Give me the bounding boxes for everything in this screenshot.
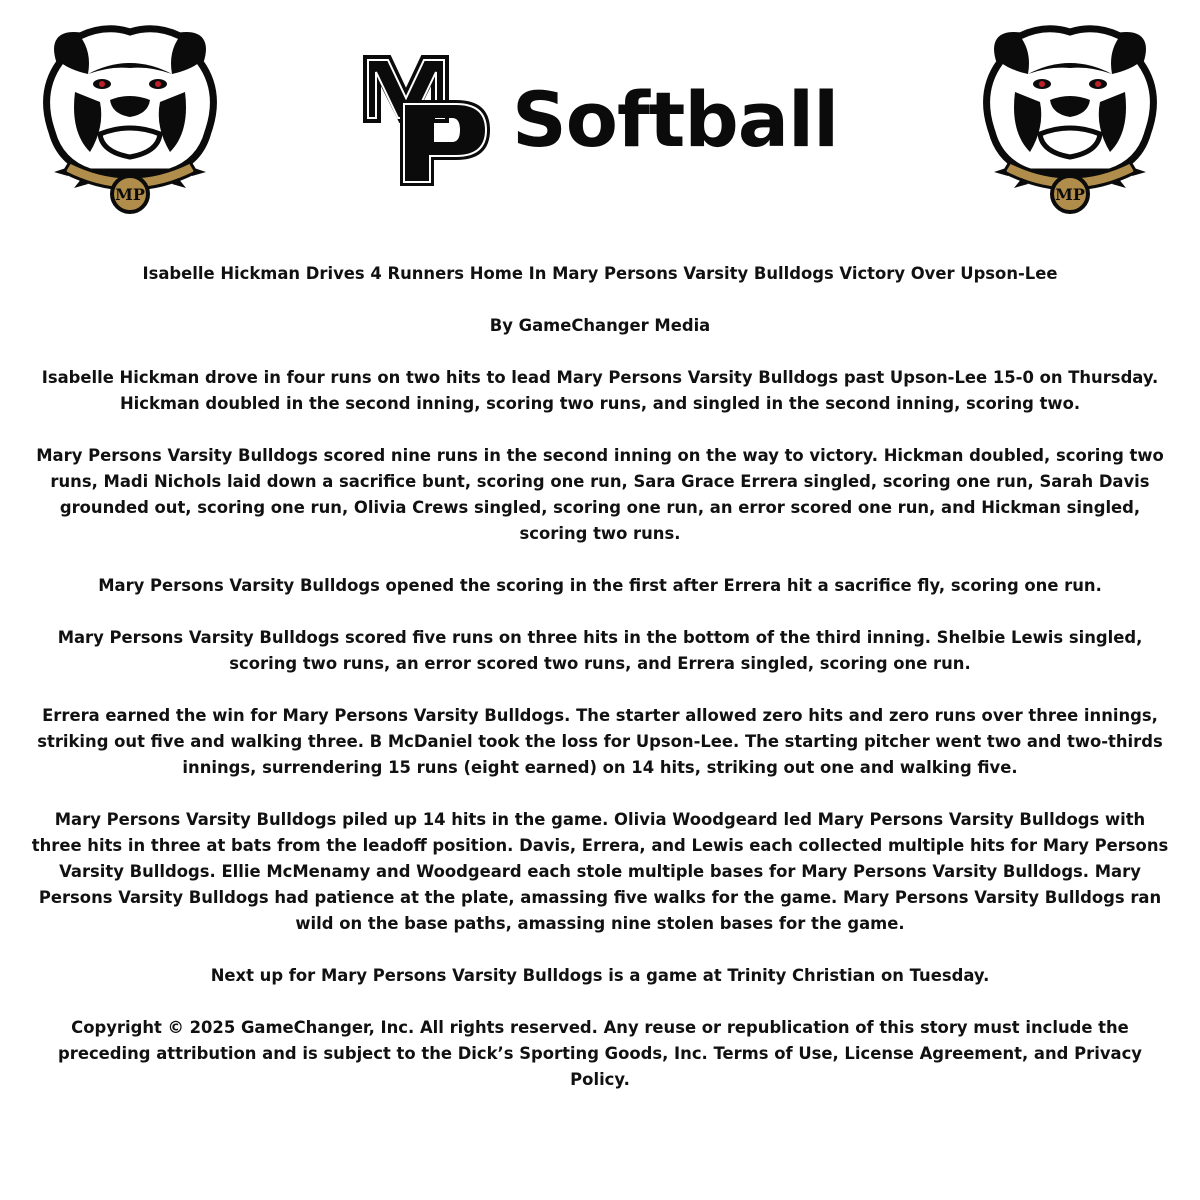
- article-paragraph: Mary Persons Varsity Bulldogs opened the scoring in the first after Errera hit a sacrifice fly, scoring one run.: [98, 576, 1102, 595]
- article-paragraph: Mary Persons Varsity Bulldogs scored nine runs in the second inning on the way to victory. Hickman doubled, scoring two runs, Madi Nichols laid down a sacrifice bunt, scoring one run, Sara Grace Errera singled, scoring one run, Sarah Davis grounded out, scoring one run, Olivia Crews singled, scoring one run, an error scored one run, and Hickman singled, scoring two runs.: [36, 446, 1164, 543]
- bulldog-mascot-icon: [30, 22, 230, 222]
- svg-text:MP: MP: [115, 185, 145, 204]
- copyright-notice: Copyright © 2025 GameChanger, Inc. All rights reserved. Any reuse or republication of this story must include the preceding attribution and is subject to the Dick’s Sporting Goods, Inc. Terms of Use, License Agreement, and Privacy Policy.: [58, 1018, 1142, 1089]
- article-paragraph: Errera earned the win for Mary Persons Varsity Bulldogs. The starter allowed zero hits and zero runs over three innings, striking out five and walking three. B McDaniel took the loss for Upson-Lee. The starting pitcher went two and two-thirds innings, surrendering 15 runs (eight earned) on 14 hits, striking out one and walking five.: [37, 706, 1163, 777]
- article-paragraph: Mary Persons Varsity Bulldogs piled up 14 hits in the game. Olivia Woodgeard led Mary Persons Varsity Bulldogs with three hits in three at bats from the leadoff position. Davis, Errera, and Lewis each collected multiple hits for Mary Persons Varsity Bulldogs. Ellie McMenamy and Woodgeard each stole multiple bases for Mary Persons Varsity Bulldogs. Mary Persons Varsity Bulldogs had patience at the plate, amassing five walks for the game. Mary Persons Varsity Bulldogs ran wild on the base paths, amassing nine stolen bases for the game.: [31, 810, 1169, 933]
- mp-logo-icon: [360, 50, 492, 190]
- article: [30, 261, 1170, 1119]
- article-byline: By GameChanger Media: [489, 316, 711, 335]
- article-paragraph: Mary Persons Varsity Bulldogs scored five runs on three hits in the bottom of the third inning. Shelbie Lewis singled, scoring two runs, an error scored two runs, and Errera singled, scoring one run.: [57, 628, 1143, 673]
- bulldog-mascot-icon: [970, 22, 1170, 222]
- article-paragraph: Next up for Mary Persons Varsity Bulldogs is a game at Trinity Christian on Tuesday.: [210, 966, 990, 985]
- header: [0, 0, 1200, 230]
- svg-text:MP: MP: [1055, 185, 1085, 204]
- article-paragraph: Isabelle Hickman drove in four runs on two hits to lead Mary Persons Varsity Bulldogs past Upson-Lee 15-0 on Thursday. Hickman doubled in the second inning, scoring two runs, and singled in the second inning, scoring two.: [41, 368, 1159, 413]
- page-title: Softball: [512, 75, 839, 164]
- article-headline: Isabelle Hickman Drives 4 Runners Home In Mary Persons Varsity Bulldogs Victory Over Upson-Lee: [142, 264, 1058, 283]
